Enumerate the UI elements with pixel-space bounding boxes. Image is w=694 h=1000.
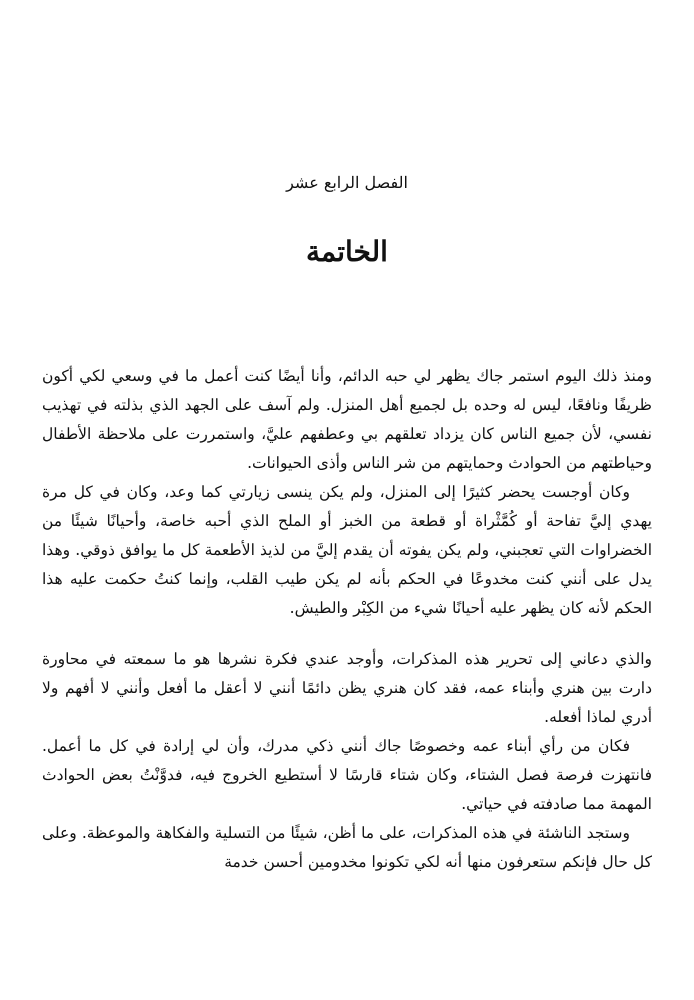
paragraph: وستجد الناشئة في هذه المذكرات، على ما أظن، شيئًا من التسلية والفكاهة والموعظة. وعلى كل حال فإنكم ستعرفون منها أنه لكي تكونوا مخدومين أحسن خدمة [42, 824, 652, 871]
paragraph: والذي دعاني إلى تحرير هذه المذكرات، وأوجد عندي فكرة نشرها هو ما سمعته في محاورة دارت بين هنري وأبناء عمه، فقد كان هنري يظن دائمًا أنني لا أعقل ما أفعل وأنني لا أفهم ولا أدري لماذا أفعله. [42, 650, 652, 726]
chapter-number-label: الفصل الرابع عشر [286, 173, 408, 192]
chapter-title: الخاتمة [306, 235, 388, 268]
chapter-body [42, 362, 652, 877]
paragraph: ومنذ ذلك اليوم استمر جاك يظهر لي حبه الدائم، وأنا أيضًا كنت أعمل ما في وسعي لكي أكون ظريفًا ونافعًا، ليس له وحده بل لجميع أهل المنزل. ولم آسف على الجهد الذي بذلته في تهذيب نفسي، لأن جميع الناس كان يزداد تعلقهم بي وعطفهم عليَّ، واستمررت على ملاحظة الأطفال وحياطتهم من الحوادث وحمايتهم من شر الناس وأذى الحيوانات. [42, 367, 652, 472]
paragraph: وكان أوجست يحضر كثيرًا إلى المنزل، ولم يكن ينسى زيارتي كما وعد، وكان في كل مرة يهدي إليَّ تفاحة أو كُمَّثْراة أو قطعة من الخبز أو الملح الذي أحبه خاصة، وأحيانًا شيئًا من الخضراوات التي تعجبني، ولم يكن يفوته أن يقدم إليَّ من لذيذ الأطعمة كل ما يوافق ذوقي. وهذا يدل على أنني كنت مخدوعًا في الحكم بأنه لم يكن طيب القلب، وإنما كنتُ حكمت عليه هذا الحكم لأنه كان يظهر عليه أحيانًا شيء من الكِبْر والطيش. [42, 483, 652, 617]
paragraph: فكان من رأي أبناء عمه وخصوصًا جاك أنني ذكي مدرك، وأن لي إرادة في كل ما أعمل. فانتهزت فرصة فصل الشتاء، وكان شتاء قارسًا لا أستطيع الخروج فيه، فدوَّنْتُ بعض الحوادث المهمة مما صادفته في حياتي. [42, 737, 652, 813]
